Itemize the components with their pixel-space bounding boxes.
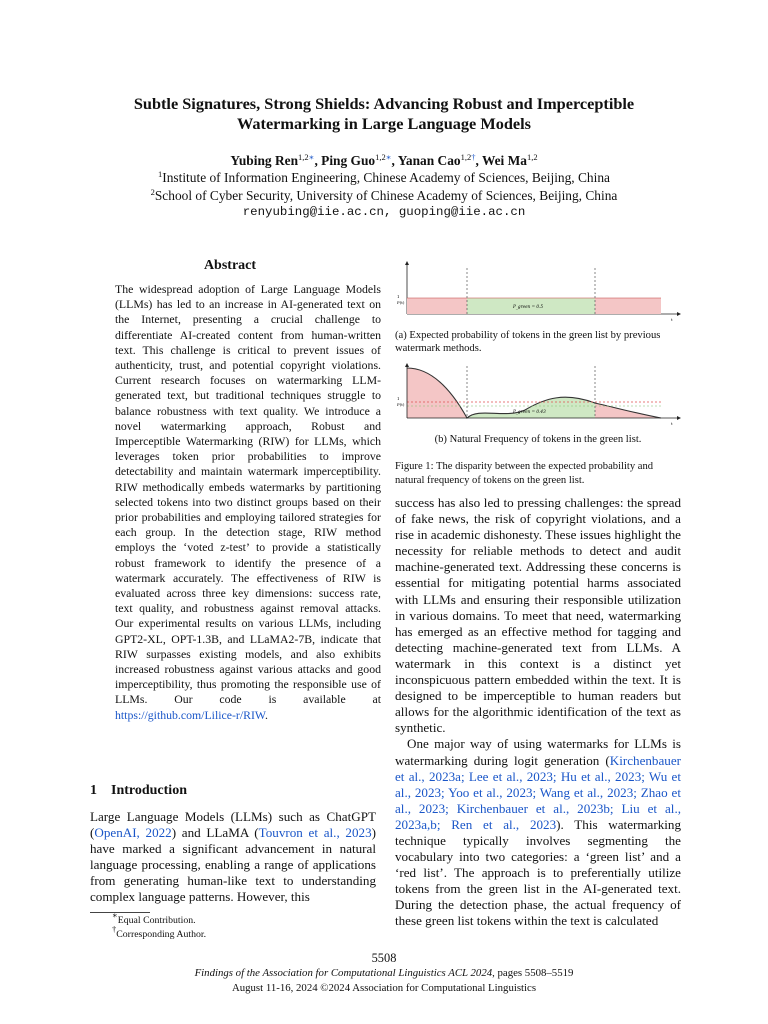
green-prob-annotation: P_green = 0.5 (513, 304, 544, 309)
section-number: 1 (90, 783, 97, 798)
title-line-1: Subtle Signatures, Strong Shields: Advancing Robust and Imperceptible (133, 94, 635, 113)
x-axis-arrow (677, 416, 681, 420)
x-axis-arrow (677, 312, 681, 316)
y-tick: 1 (397, 294, 400, 299)
copyright-footer: August 11-16, 2024 ©2024 Association for Computational Linguistics (231, 982, 537, 994)
venue-footer: Findings of the Association for Computational Linguistics ACL 2024, pages 5508–5519 (194, 967, 574, 979)
author-list: Yubing Ren$^{1,2∗}$, Ping Guo$^{1,2∗}$, Yanan Cao$^{1,2\dagger}$, Wei Ma$^{1,2}$ (230, 152, 538, 168)
right-column-text (395, 495, 681, 930)
author-affil: 1,2 (298, 152, 309, 162)
footnotes (112, 910, 207, 942)
author-affil: 1,2 (460, 152, 472, 162)
abstract-text: The widespread adoption of Large Language Models (LLMs) has led to an increase in AI-generated text on the Internet, presenting a crucial challenge to differentiate AI-created content from human-written text. This challenge is critical to prevent issues of authenticity, trust, and potential copyright violations. Current research focuses on watermarking LLM-generated text, but traditional techniques struggle to balance robustness with text quality. We introduce a novel watermarking approach, Robust and Imperceptible Watermarking (RIW) for LLMs, which leverages token prior probabilities to improve detectability and maintain watermark imperceptibility. RIW methodically embeds watermarks by partitioning selected tokens into two distinct groups based on their prior probabilities and employing tailored strategies for each group. In the detection stage, RIW method employs the ‘voted z-test’ to provide a statistically robust framework to identify the presence of a watermark accurately. The effectiveness of RIW is evaluated across three key dimensions: success rate, text quality, and robustness against removal attacks. Our experimental results on various LLMs, including GPT2-XL, OPT-1.3B, and LLaMA2-7B, indicate that RIW surpasses existing models, and also exhibits increased robustness against various attacks and good imperceptibility, thus promoting the responsible use of LLMs. Our code is available at (115, 282, 381, 707)
code-link[interactable]: https://github.com/Lilice-r/RIW (115, 707, 265, 722)
author-affil: 1,2 (375, 152, 386, 162)
paragraph: success has also led to pressing challenges: the spread of fake news, the risk of copyright violations, and a rise in academic dishonesty. These issues highlight the necessity for reliable methods to detect and audit machine-generated text. Addressing these concerns is essential for mitigating potential harms associated with LLMs and ensuring their responsible utilization in various domains. To meet that need, watermarking has emerged as an effective method for tagging and detecting machine-generated text from LLMs. A watermark in this context is a distinct yet inconspicuous pattern embedded within the text. It is designed to be imperceptible to human readers but allows for the algorithmic identification of the text as synthetic. (395, 495, 681, 736)
red-region-left (407, 298, 467, 314)
author-name: Yubing Ren (230, 153, 299, 168)
citation-links[interactable]: Kirchenbauer et al., 2023a; Lee et al., 2023; Hu et al., 2023; Wu et al., 2023; Yoo et al., 2023; Wang et al., 2023; Zhao et al., 2023; Kirchenbauer et al., 2023b; Liu et al., 2023a,b; Ren et al., 2023 (395, 752, 681, 832)
author-name: Wei Ma (481, 153, 527, 168)
author-emails[interactable]: renyubing@iie.ac.cn, guoping@iie.ac.cn (242, 205, 526, 219)
red-region-right (595, 298, 661, 314)
abstract-body: The widespread adoption of Large Language Models (LLMs) has led to an increase in AI-generated text on the Internet, presenting a crucial challenge to differentiate AI-created content from human-written text. This challenge is critical to prevent issues of authenticity, trust, and potential copyright violations. Current research focuses on watermarking LLM-generated text, but traditional techniques struggle to balance robustness with text quality. We introduce a novel watermarking approach, Robust and Imperceptible Watermarking (RIW) for LLMs, which leverages token prior probabilities to improve detectability and maintain watermark imperceptibility. RIW methodically embeds watermarks by partitioning selected tokens into two distinct groups based on their prior probabilities and employing tailored strategies for each group. In the detection stage, RIW method employs the ‘voted z-test’ to provide a statistically robust framework to identify the presence of a watermark accurately. The effectiveness of RIW is evaluated across three key dimensions: success rate, text quality, and robustness against removal attacks. Our experimental results on various LLMs, including GPT2-XL, OPT-1.3B, and LLaMA2-7B, indicate that RIW surpasses existing models, and also exhibits increased robustness against various attacks and good imperceptibility, thus promoting the responsible use of LLMs. Our code is available at https://github.com/Lilice-r/RIW. (115, 282, 381, 722)
affiliation-2: $^2$School of Cyber Security, University of Chinese Academy of Sciences, Beijing, China (150, 187, 618, 203)
footnote: ∗Equal Contribution. (112, 910, 196, 926)
author-mark: † (471, 152, 476, 162)
paper-title (40, 94, 728, 134)
section-title: Introduction (111, 783, 187, 798)
page-number: 5508 (371, 951, 397, 965)
citation-link[interactable]: OpenAI, 2022 (94, 825, 172, 841)
y-axis-arrow (405, 261, 409, 265)
title-line-2: Watermarking in Large Language Models (237, 114, 531, 133)
paragraph: One major way of using watermarks for LLMs is watermarking during logit generation (Kirchenbauer et al., 2023a; Lee et al., 2023; Hu et al., 2023; Wu et al., 2023; Yoo et al., 2023; Wang et al., 2023; Zhao et al., 2023; Kirchenbauer et al., 2023b; Liu et al., 2023a,b; Ren et al., 2023). This watermarking technique typically involves segmenting the vocabulary into two categories: a ‘green list’ and a ‘red list’. The approach is to preferentially utilize tokens from the green list in the AI-generated text. During the detection phase, the actual frequency of these green list tokens within the text is calculated (395, 736, 682, 929)
affiliation-1: $^1$Institute of Information Engineering, Chinese Academy of Sciences, Beijing, China (158, 169, 610, 185)
figure-panel-b (395, 362, 681, 428)
y-axis-label: P(t) (397, 300, 405, 305)
footnote-rule (90, 912, 150, 913)
figure-caption: Figure 1: The disparity between the expected probability and natural frequency of tokens on the green list. (395, 461, 654, 486)
panel-a-caption: (a) Expected probability of tokens in the green list by previous watermark methods. (395, 330, 661, 354)
footnote: †Corresponding Author. (112, 924, 207, 940)
section-heading (90, 783, 187, 799)
panel-b-caption: (b) Natural Frequency of tokens in the green list. (434, 434, 642, 445)
abstract-heading: Abstract (203, 258, 257, 273)
author-mark: ∗ (308, 152, 315, 162)
author-name: Yanan Cao (397, 153, 461, 168)
y-tick: 1 (397, 396, 400, 401)
author-name: Ping Guo (321, 153, 376, 168)
x-axis-label: t (671, 317, 673, 322)
x-axis-label: t (671, 421, 673, 426)
figure-panel-a (395, 258, 681, 324)
green-area (467, 397, 595, 418)
author-mark: ∗ (385, 152, 392, 162)
y-axis-label: P(t) (397, 402, 405, 407)
author-affil: 1,2 (526, 152, 538, 162)
red-area-left (407, 368, 467, 418)
intro-paragraph: Large Language Models (LLMs) such as ChatGPT (OpenAI, 2022) and LLaMA (Touvron et al., 2023) have marked a significant advancement in natural language processing, enabling a range of applications from generating human-like text to understanding complex language patterns. However, this (90, 809, 376, 905)
y-axis-arrow (405, 363, 409, 367)
citation-link[interactable]: Touvron et al., 2023 (258, 825, 372, 841)
green-prob-annotation: P_green = 0.43 (513, 409, 546, 414)
